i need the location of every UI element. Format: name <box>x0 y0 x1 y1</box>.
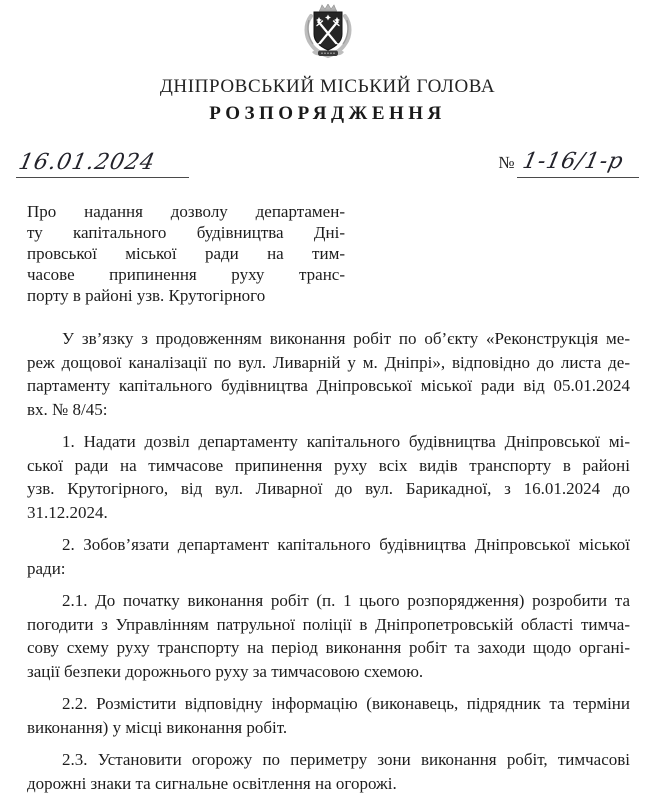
paragraph-2-1 <box>27 589 630 683</box>
document-type-title: РОЗПОРЯДЖЕННЯ <box>0 103 655 125</box>
text-line: провської міської ради на тим- <box>27 243 345 264</box>
paragraph-preamble <box>27 327 630 421</box>
paragraph-1 <box>27 430 630 524</box>
city-coat-of-arms-icon <box>303 4 353 60</box>
paragraph-2 <box>27 533 630 580</box>
document-number-field <box>498 149 639 178</box>
text-line: 1. Надати дозвіл департаменту капітального будівництва Дніпровської мі- <box>27 430 630 454</box>
text-line: 2.3. Установити огорожу по периметру зони виконання робіт, тимчасові <box>27 748 630 772</box>
text-line: ту капітального будівництва Дні- <box>27 222 345 243</box>
date-number-row <box>0 146 655 178</box>
text-line: У зв’язку з продовженням виконання робіт по об’єкту «Реконструкція ме- <box>27 327 630 351</box>
subject-block <box>27 201 345 306</box>
text-line: реж дощової каналізації по вул. Ливарній у м. Дніпрі», відповідно до листа де- <box>27 351 630 375</box>
text-line: сову схему руху транспорту на період виконання робіт та заходи щодо органі- <box>27 636 630 660</box>
number-sign: № <box>498 153 514 172</box>
text-line: ради: <box>27 557 630 581</box>
text-line: порту в районі узв. Крутогірного <box>27 285 345 306</box>
text-line: партаменту капітального будівництва Дніпровської міської ради від 05.01.2024 <box>27 374 630 398</box>
document-date-field <box>16 150 189 178</box>
text-line: дорожні знаки та сигнальне освітлення на огорожі. <box>27 772 630 795</box>
paragraph-2-2 <box>27 692 630 739</box>
document-body <box>0 327 655 795</box>
text-line: 31.12.2024. <box>27 501 630 525</box>
text-line: зації безпеки дорожнього руху за тимчасовою схемою. <box>27 660 630 684</box>
text-line: Про надання дозволу департамен- <box>27 201 345 222</box>
handwritten-date: 16.01.2024 <box>16 150 157 175</box>
text-line: часове припинення руху транс- <box>27 264 345 285</box>
paragraph-2-3 <box>27 748 630 795</box>
text-line: виконання) у місці виконання робіт. <box>27 716 630 740</box>
text-line: узв. Крутогірного, від вул. Ливарної до вул. Барикадної, з 16.01.2024 до <box>27 477 630 501</box>
text-line: 2.2. Розмістити відповідну інформацію (виконавець, підрядник та терміни <box>27 692 630 716</box>
text-line: вх. № 8/45: <box>27 398 630 422</box>
issuing-authority-title: ДНІПРОВСЬКИЙ МІСЬКИЙ ГОЛОВА <box>0 76 655 98</box>
handwritten-number: 1-16/1-р <box>520 149 626 174</box>
document-page <box>0 4 655 791</box>
text-line: ської ради на тимчасове припинення руху всіх видів транспорту в районі <box>27 454 630 478</box>
text-line: 2. Зобов’язати департамент капітального будівництва Дніпровської міської <box>27 533 630 557</box>
text-line: 2.1. До початку виконання робіт (п. 1 цього розпорядження) розробити та <box>27 589 630 613</box>
text-line: погодити з Управлінням патрульної поліції в Дніпропетровській області тимча- <box>27 613 630 637</box>
